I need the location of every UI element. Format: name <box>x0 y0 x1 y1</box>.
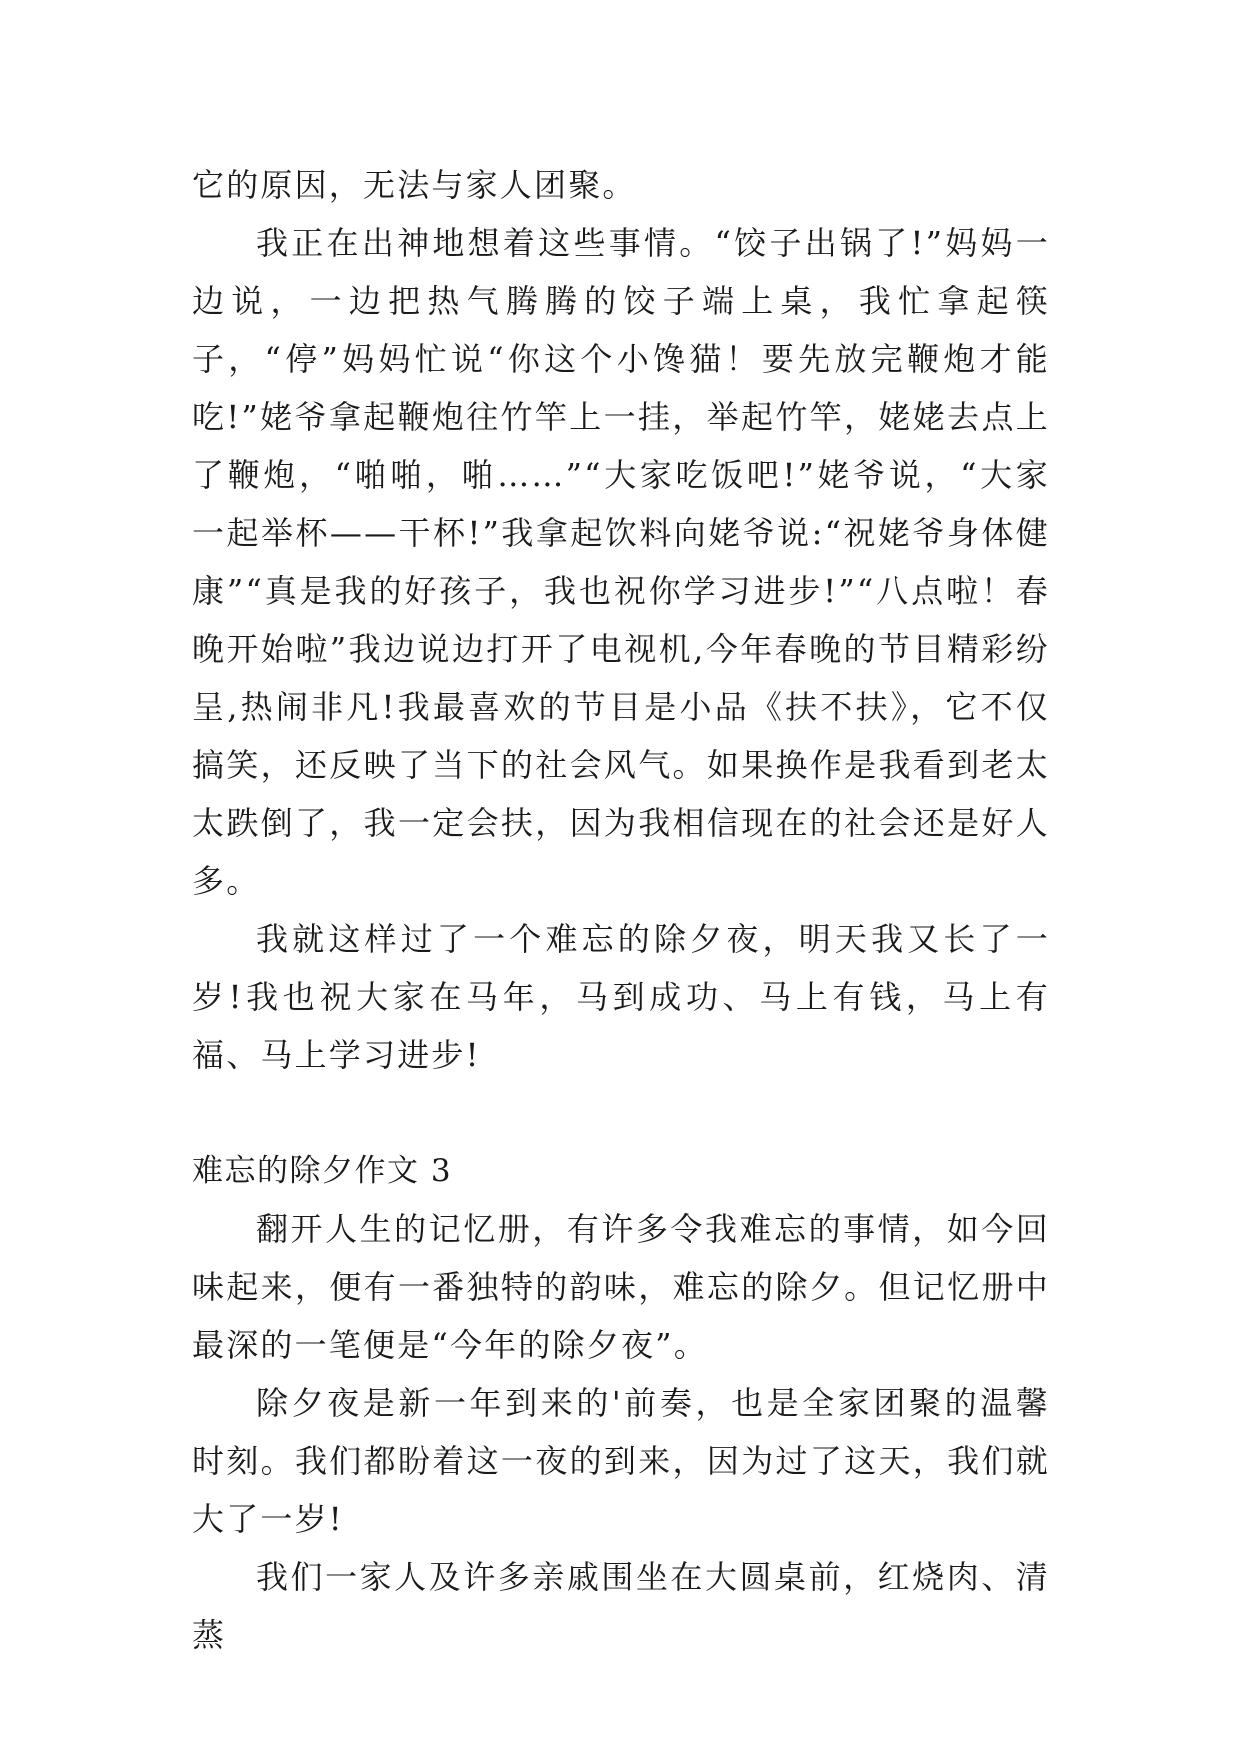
paragraph-continuation: 它的原因，无法与家人团聚。 <box>192 166 637 204</box>
document-body <box>192 156 1050 1664</box>
paragraph-prelude: 除夕夜是新一年到来的'前奏，也是全家团聚的温馨时刻。我们都盼着这一夜的到来，因为过了这天，我们就大了一岁! <box>192 1384 1050 1538</box>
paragraph-new-year-dinner: 我正在出神地想着这些事情。“饺子出锅了!”妈妈一边说，一边把热气腾腾的饺子端上桌，我忙拿起筷子，“停”妈妈忙说“你这个小馋猫！要先放完鞭炮才能吃!”姥爷拿起鞭炮往竹竿上一挂，举起竹竿，姥姥去点上了鞭炮，“啪啪，啪……”“大家吃饭吧!”姥爷说，“大家一起举杯——干杯!”我拿起饮料向姥爷说:“祝姥爷身体健康”“真是我的好孩子，我也祝你学习进步!”“八点啦！春晚开始啦”我边说边打开了电视机,今年春晚的节目精彩纷呈,热闹非凡!我最喜欢的节目是小品《扶不扶》，它不仅搞笑，还反映了当下的社会风气。如果换作是我看到老太太跌倒了，我一定会扶，因为我相信现在的社会还是好人多。 <box>192 224 1050 900</box>
section-spacer <box>192 1084 1050 1142</box>
section-title: 难忘的除夕作文 3 <box>192 1153 453 1189</box>
paragraph-closing-wishes: 我就这样过了一个难忘的除夕夜，明天我又长了一岁!我也祝大家在马年，马到成功、马上有钱，马上有福、马上学习进步! <box>192 920 1050 1074</box>
paragraph-family-table: 我们一家人及许多亲戚围坐在大圆桌前，红烧肉、清蒸 <box>192 1558 1050 1654</box>
paragraph-memory-book: 翻开人生的记忆册，有许多令我难忘的事情，如今回味起来，便有一番独特的韵味，难忘的除夕。但记忆册中最深的一笔便是“今年的除夕夜”。 <box>192 1210 1050 1364</box>
